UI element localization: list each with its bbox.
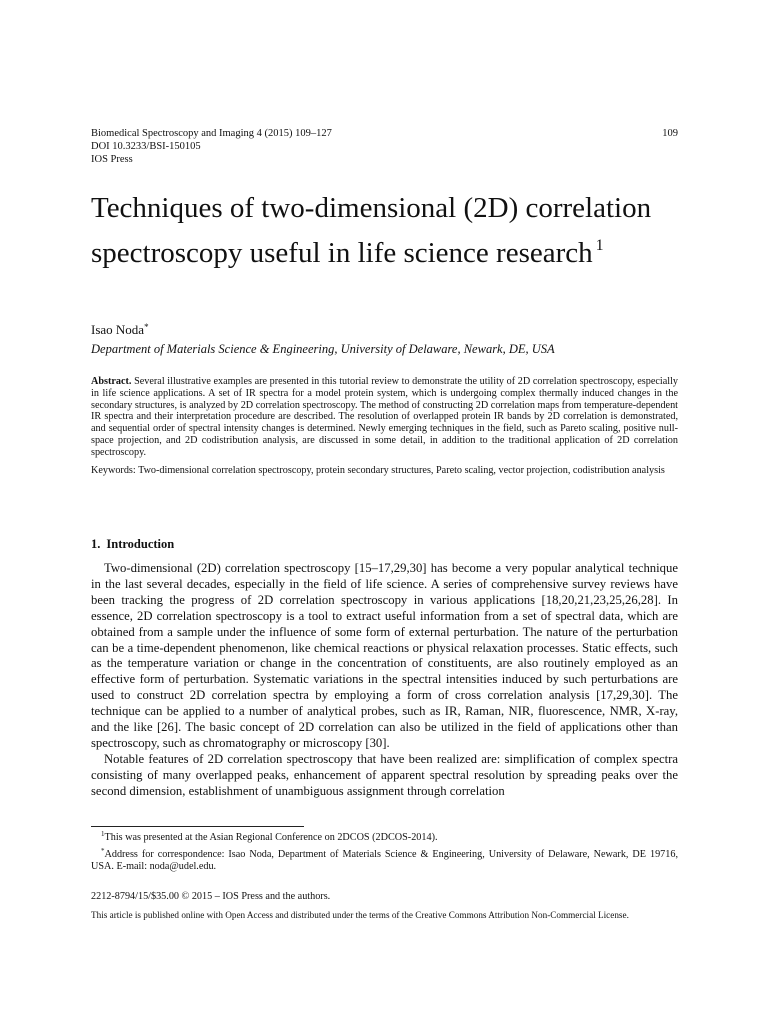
abstract-text: Several illustrative examples are presented in this tutorial review to demonstrate the utility of 2D correlation spectroscopy, especially in life science applications. A set of IR spectra for a model protein system, which is undergoing complex thermally induced changes in the secondary structures, is analyzed by 2D correlation spectroscopy. The method of constructing 2D correlation maps from temperature-dependent IR spectra and their interpretation procedure are described. The resolution of overlapped protein IR bands by 2D correlation is demonstrated, and sequential order of spectral intensity changes is determined. Newly emerging techniques in the field, such as Pareto scaling, positive null-space projection, and 2D codistribution analysis, are discussed in some detail, in addition to the traditional application of 2D correlation spectroscopy. <box>91 376 679 458</box>
paragraph: Two-dimensional (2D) correlation spectroscopy [15–17,29,30] has become a very popular analytical technique in the last several decades, especially in the field of life science. A series of comprehensive survey reviews have been tracking the progress of 2D correlation spectroscopy in various applications [18,20,21,23,25,26,28]. In essence, 2D correlation spectroscopy is a tool to extract useful information from a set of spectral data, which are obtained from a sample under the influence of some form of external perturbation. The nature of the perturbation can be a time-dependent phenomenon, like chemical reactions or physical relaxation processes. Static effects, such as the temperature variation or change in the concentration of constituents, are also routinely employed as an effective form of perturbation. Systematic variations in the spectral intensities induced by such perturbations are used to construct 2D correlation spectra by employing a form of cross correlation analysis [17,29,30]. The technique can be applied to a number of analytical probes, such as IR, Raman, NIR, fluorescence, NMR, X-ray, and the like [26]. The basic concept of 2D correlation can also be utilized in the field of applications other than spectroscopy, such as chromatography or microscopy [30]. <box>91 561 678 750</box>
author-marker: * <box>144 322 149 332</box>
article-title-text: Techniques of two-dimensional (2D) correlation spectroscopy useful in life science research <box>91 192 652 269</box>
abstract-label: Abstract. <box>91 376 132 387</box>
section-heading <box>91 537 174 552</box>
footnote-rule <box>91 826 304 827</box>
copyright-line: 2212-8794/15/$35.00 © 2015 – IOS Press and the authors. <box>91 891 331 902</box>
footnote-marker: * <box>101 846 105 855</box>
article-page <box>91 0 678 1024</box>
footnote <box>91 828 678 845</box>
article-title <box>91 190 678 272</box>
journal-citation: Biomedical Spectroscopy and Imaging 4 (2015) 109–127 <box>91 128 332 139</box>
footnotes <box>91 828 678 874</box>
page-number: 109 <box>662 128 678 139</box>
author <box>91 322 149 338</box>
footnote-marker: 1 <box>101 830 105 838</box>
section-number: 1. <box>91 537 101 551</box>
section-title: Introduction <box>106 537 175 551</box>
abstract <box>91 376 678 459</box>
publisher: IOS Press <box>91 154 133 165</box>
affiliation: Department of Materials Science & Engineering, University of Delaware, Newark, DE, USA <box>91 342 555 356</box>
title-footnote-marker: 1 <box>595 237 604 254</box>
footnote-text: This was presented at the Asian Regional Conference on 2DCOS (2DCOS-2014). <box>104 832 438 843</box>
author-name: Isao Noda <box>91 322 145 337</box>
keywords: Keywords: Two-dimensional correlation spectroscopy, protein secondary structures, Pareto scaling, vector projection, codistribution analysis <box>91 465 665 476</box>
paragraph: Notable features of 2D correlation spectroscopy that have been realized are: simplification of complex spectra consisting of many overlapped peaks, enhancement of apparent spectral resolution by spreading peaks over the second dimension, establishment of unambiguous assignment through correlation <box>91 751 678 798</box>
body-text <box>91 561 678 800</box>
journal-header <box>91 127 678 166</box>
footnote <box>91 845 678 874</box>
footnote-text: Address for correspondence: Isao Noda, Department of Materials Science & Engineering, University of Delaware, Newark, DE 19716, USA. E-mail: noda@udel.edu. <box>91 848 678 872</box>
license-line: This article is published online with Open Access and distributed under the terms of the Creative Commons Attribution Non-Commercial License. <box>91 910 629 920</box>
doi: DOI 10.3233/BSI-150105 <box>91 141 201 152</box>
